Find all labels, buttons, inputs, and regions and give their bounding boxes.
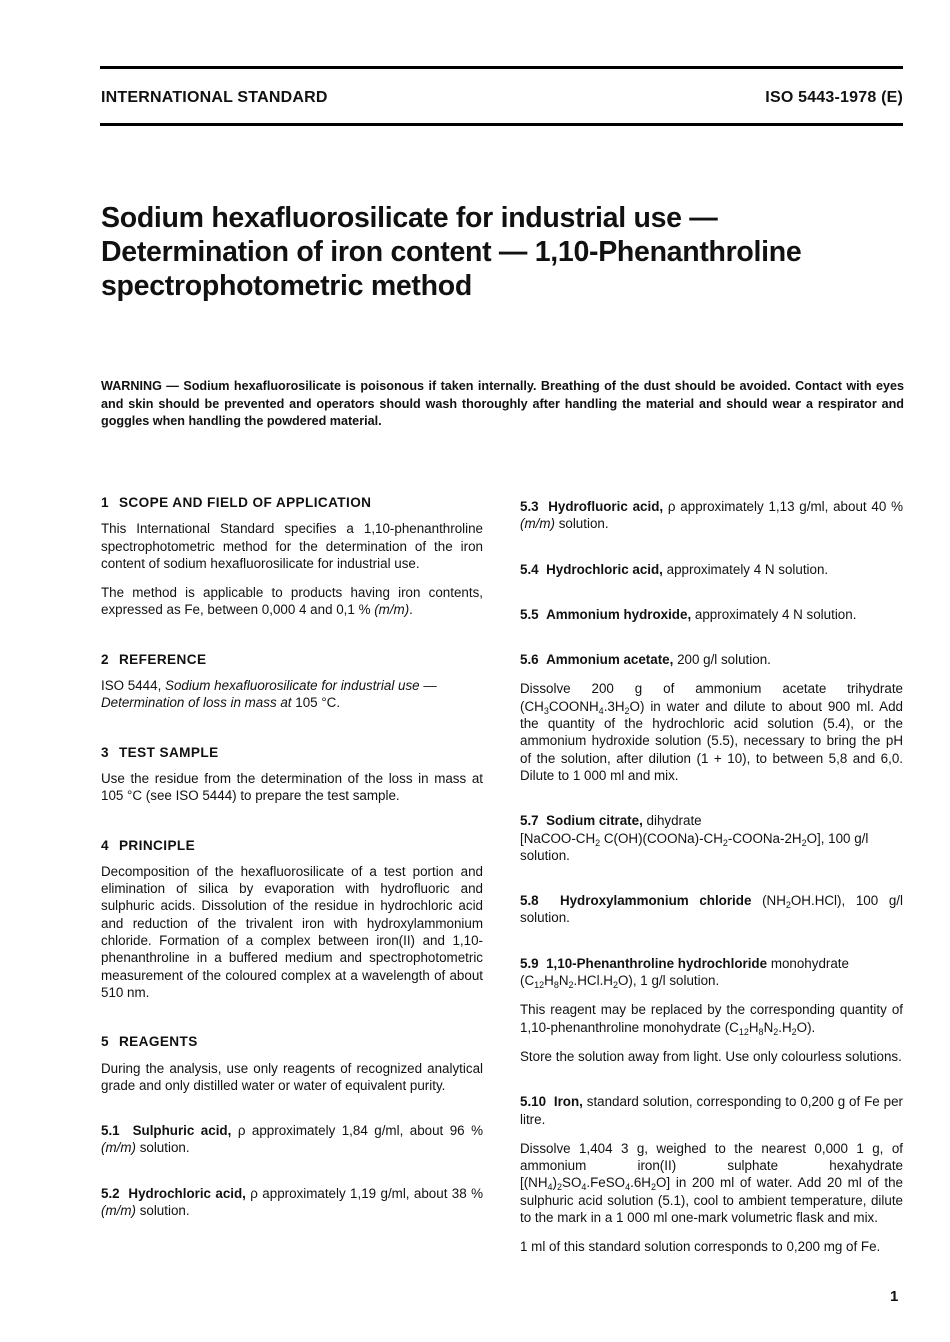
document-type: INTERNATIONAL STANDARD [101, 89, 328, 106]
scope-paragraph-1: This International Standard specifies a 1,10-phenanthroline spectrophotometric method for the determination of the iron content of sodium hexafluorosilicate for industrial use. [101, 521, 483, 571]
header-rule-bottom [100, 123, 903, 126]
section-heading-scope: 1 SCOPE AND FIELD OF APPLICATION [101, 495, 372, 510]
page-number: 1 [890, 1288, 899, 1305]
reagent-5-2: 5.2 Hydrochloric acid, ρ approximately 1,19 g/ml, about 38 % (m/m) solution. [101, 1185, 483, 1219]
reagent-5-6-preparation: Dissolve 200 g of ammonium acetate trihydrate $(CH_3COONH_4.3H_2O)$ in water and dilute to about 900 ml. Add the quantity of the hydrochloric acid solution (5.4), or the ammonium hydroxide solution (5.5), necessary to bring the pH of the solution, after dilution (1 + 10), to between 5,8 and 6,0. Dilute to 1 000 ml and mix. [520, 681, 903, 783]
reagent-5-9-alternative: This reagent may be replaced by the corresponding quantity of 1,10-phenanthroline monohydrate $(C_{12}H_8N_2.H_2O)$. [520, 1002, 903, 1037]
section-heading-principle: 4 PRINCIPLE [101, 837, 196, 853]
section-heading-test-sample: 3 TEST SAMPLE [101, 744, 219, 760]
warning-notice: WARNING — Sodium hexafluorosilicate is poisonous if taken internally. Breathing of the dust should be avoided. Contact with eyes and skin should be prevented and operators should wash thoroughly after handling the material and should wear a respirator and goggles when handling the powdered material. [101, 379, 904, 428]
reagent-5-5: 5.5 Ammonium hydroxide, approximately 4 N solution. [520, 606, 857, 622]
document-title: Sodium hexafluorosilicate for industrial use — Determination of iron content — 1,10-Phenanthroline spectrophotometric method [101, 202, 802, 302]
right-column [520, 498, 903, 1268]
scope-paragraph-2: The method is applicable to products having iron contents, expressed as Fe, between 0,000 4 and 0,1 % (m/m). [101, 585, 483, 618]
standard-number: ISO 5443-1978 (E) [765, 89, 903, 106]
reagent-5-9: 5.9 1,10-Phenanthroline hydrochloride monohydrate $(C_{12}H_8N_2.HCl.H_2O)$, 1 g/l solution. [520, 955, 849, 991]
reagent-5-1: 5.1 Sulphuric acid, ρ approximately 1,84 g/ml, about 96 % (m/m) solution. [101, 1123, 484, 1156]
reference-paragraph: ISO 5444, Sodium hexafluorosilicate for industrial use — Determination of loss in mass at 105 °C. [101, 678, 437, 711]
reagent-5-10-preparation: Dissolve 1,404 3 g, weighed to the nearest 0,000 1 g, of ammonium iron(II) sulphate hexahydrate $[(NH_4)_2SO_4.FeSO_4.6H_2O]$ in 200 ml of water. Add 20 ml of the sulphuric acid solution (5.1), cool to ambient temperature, dilute to the mark in a 1 000 ml one-mark volumetric flask and mix. [520, 1140, 903, 1226]
reagent-5-3: 5.3 Hydrofluoric acid, ρ approximately 1,13 g/ml, about 40 % (m/m) solution. [520, 499, 903, 532]
header-rule-top [100, 66, 903, 69]
test-sample-paragraph: Use the residue from the determination of the loss in mass at 105 °C (see ISO 5444) to prepare the test sample. [101, 770, 483, 804]
reagent-5-9-storage: Store the solution away from light. Use only colourless solutions. [520, 1048, 902, 1064]
left-column [101, 494, 483, 1231]
reagent-5-8: 5.8 Hydroxylammonium chloride $(NH_2OH.HCl)$, 100 g/l solution. [520, 893, 903, 926]
section-heading-reference: 2 REFERENCE [101, 651, 207, 667]
reagent-5-10: 5.10 Iron, standard solution, corresponding to 0,200 g of Fe per litre. [520, 1094, 903, 1127]
section-heading-reagents: 5 REAGENTS [101, 1034, 198, 1050]
reagent-5-4: 5.4 Hydrochloric acid, approximately 4 N solution. [520, 561, 829, 577]
reagents-intro: During the analysis, use only reagents of recognized analytical grade and only distilled water or water of equivalent purity. [101, 1060, 483, 1093]
reagent-5-6: 5.6 Ammonium acetate, 200 g/l solution. [520, 652, 771, 668]
reagent-5-10-equivalence: 1 ml of this standard solution corresponds to 0,200 mg of Fe. [520, 1239, 881, 1255]
principle-paragraph: Decomposition of the hexafluorosilicate of a test portion and elimination of silica by evaporation with hydrofluoric and sulphuric acids. Dissolution of the residue in hydrochloric acid and reduction of the trivalent iron with hydroxylammonium chloride. Formation of a complex between iron(II) and 1,10-phenanthroline in a buffered medium and spectrophotometric measurement of the coloured complex at a wavelength of about 510 nm. [101, 863, 483, 1000]
reagent-5-7: 5.7 Sodium citrate, dihydrate [$NaCOO-CH_2$ $C(OH)(COONa)-CH_2-COONa-2H_2O$], 100 g/l solution. [520, 813, 869, 863]
